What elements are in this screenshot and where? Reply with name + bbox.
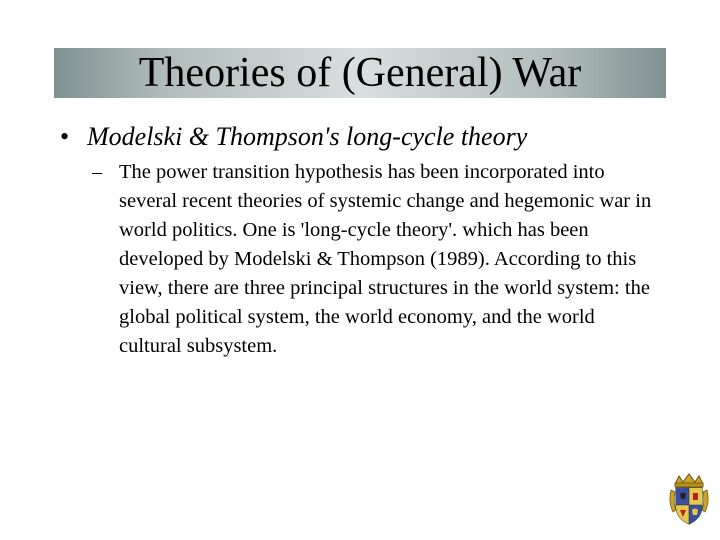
main-bullet: [60, 121, 680, 153]
title-bar: [54, 48, 666, 98]
main-bullet-text: Modelski & Thompson's long-cycle theory: [87, 122, 528, 151]
dash-mark: –: [92, 161, 103, 183]
bullet-mark: •: [60, 122, 70, 151]
sub-bullet-text: The power transition hypothesis has been incorporated into several recent theories of systemic change and hegemonic war in world politics. One is 'long-cycle theory'. which has been developed by Modelski & Thompson (1989). According to this view, there are three principal structures in the world system: the global political system, the world economy, and the world cultural subsystem.: [119, 161, 652, 357]
coat-of-arms-icon: [668, 472, 710, 526]
slide-title: Theories of (General) War: [138, 50, 582, 96]
sub-bullet: [92, 158, 662, 361]
